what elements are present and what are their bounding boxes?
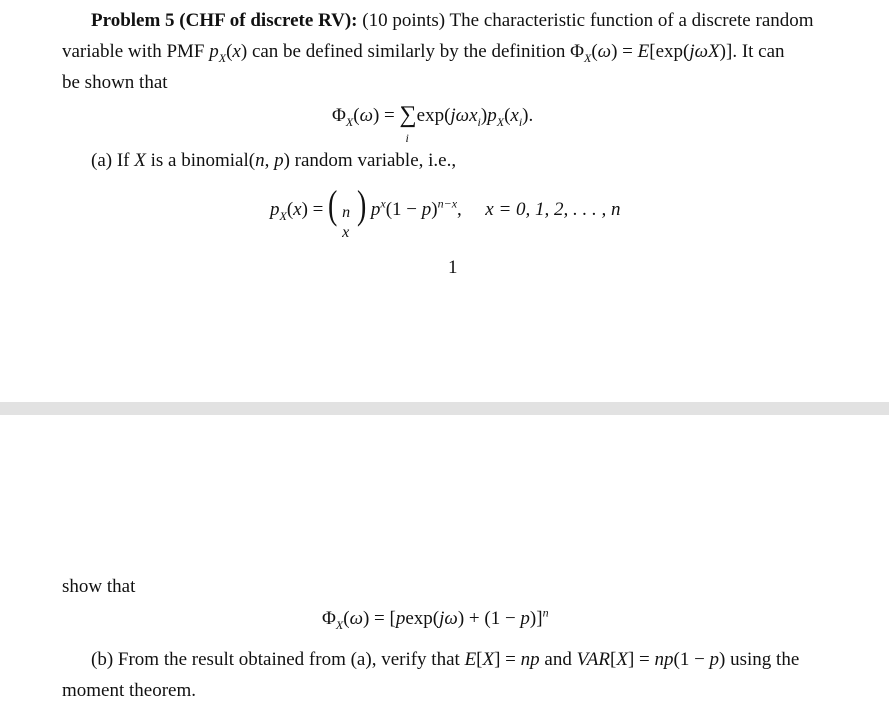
problem-intro-text-2: variable with PMF — [62, 41, 205, 62]
page-divider — [0, 402, 889, 415]
problem-intro-text-3: can be defined similarly by the definition — [251, 41, 566, 62]
summation-symbol: ∑ i — [399, 102, 417, 145]
problem-points: (10 points) — [362, 10, 446, 31]
binomial-pmf-equation: $p_X(x)$ = ( n x ) $p^x(1 - p)^{n-x}$, x = 0, 1, 2, . . . , n — [270, 181, 621, 241]
part-b-text-3: using the — [730, 649, 800, 670]
problem-intro-text-4: . It can — [732, 41, 785, 62]
page-number: 1 — [448, 257, 458, 278]
expectation-result: E[X] = np — [464, 649, 540, 670]
document-page-2 — [0, 415, 889, 722]
part-a-text-end: random variable, i.e., — [294, 150, 457, 171]
part-b-statement-line-2: moment theorem. — [62, 680, 197, 701]
chf-definition: $\Phi_X(\omega) = E[\exp(j\omega X)]$ — [570, 41, 733, 65]
part-a-statement: (a) If X is a binomial(n, p) random variable, i.e., — [91, 150, 457, 171]
part-a-label: (a) If — [91, 150, 130, 171]
part-a-text: is a binomial — [150, 150, 249, 171]
problem-intro-text: The characteristic function of a discrete random — [449, 10, 814, 31]
binomial-coefficient: ( n x ) — [328, 181, 367, 241]
part-b-text-2: and — [544, 649, 572, 670]
problem-heading: Problem 5 (CHF of discrete RV): — [91, 10, 358, 31]
binomial-range: x = 0, 1, 2, . . . , n — [485, 199, 621, 220]
problem-statement-line-1 — [91, 10, 814, 32]
chf-sum-equation: $\Phi_X(\omega)$ = ∑ i $\exp(j\omega x_i)p_X(x_i)$. — [332, 102, 534, 145]
show-that-text: show that — [62, 576, 136, 597]
variance-result: VAR[X] = np(1 − p) — [576, 649, 726, 670]
problem-statement-line-3: be shown that — [62, 72, 168, 93]
pmf-symbol: $p_X$ — [209, 41, 227, 65]
problem-statement-line-2: variable with PMF $p_X(x)$ can be defined similarly by the definition $\Phi_X(\omega) = E[\exp(j\omega X)]$. It can — [62, 41, 785, 65]
chf-binomial-result: $\Phi_X(\omega) = [pexp(j\omega) + (1 - p)]^n$ — [322, 605, 549, 632]
part-b-text: (b) From the result obtained from (a), verify that — [91, 649, 460, 670]
part-b-statement-line-1 — [91, 649, 799, 671]
